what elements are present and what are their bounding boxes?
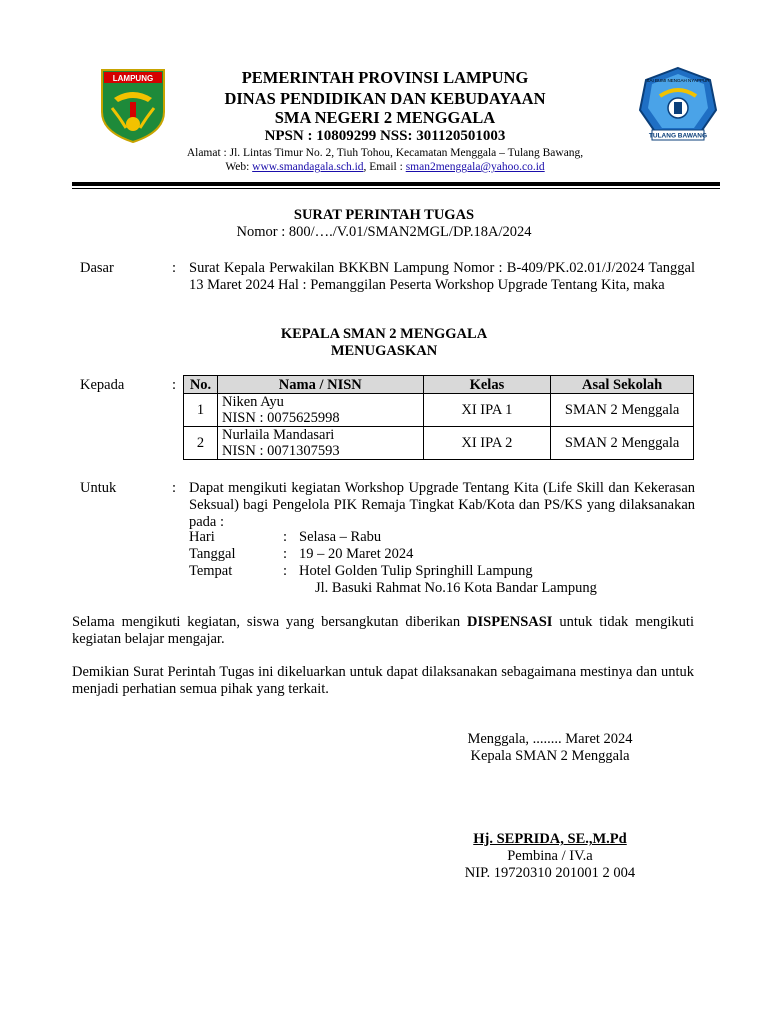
dasar-label: Dasar bbox=[80, 260, 114, 276]
letterhead-divider-thick bbox=[72, 182, 720, 186]
row-no: 2 bbox=[184, 427, 218, 460]
signature-position: Kepala SMAN 2 Menggala bbox=[470, 748, 630, 764]
lampung-province-logo bbox=[100, 68, 166, 144]
column-header-no: No. bbox=[184, 376, 218, 394]
signatory-name: Hj. SEPRIDA, SE.,M.Pd bbox=[473, 831, 627, 847]
kepala-heading: KEPALA SMAN 2 MENGGALA bbox=[280, 326, 488, 342]
letterhead-npsn: NPSN : 10809299 NSS: 301120501003 bbox=[264, 128, 506, 144]
signatory-rank: Pembina / IV.a bbox=[507, 848, 593, 864]
row-nisn: NISN : 0071307593 bbox=[221, 443, 340, 459]
row-nama-nisn bbox=[217, 427, 423, 460]
hari-colon: : bbox=[283, 529, 288, 545]
row-nama: Niken Ayu bbox=[221, 394, 284, 410]
tulang-bawang-logo bbox=[638, 66, 718, 144]
letterhead-divider-thin bbox=[72, 188, 720, 189]
row-no: 1 bbox=[184, 394, 218, 427]
kepada-colon: : bbox=[172, 377, 177, 393]
dispensation-keyword: DISPENSASI bbox=[467, 614, 553, 630]
untuk-colon: : bbox=[172, 480, 177, 496]
row-nama-nisn bbox=[217, 394, 423, 427]
menugaskan-heading: MENUGASKAN bbox=[330, 343, 438, 359]
row-nama: Nurlaila Mandasari bbox=[221, 427, 335, 443]
column-header-asal: Asal Sekolah bbox=[551, 376, 694, 394]
website-link[interactable]: www.smandagala.sch.id bbox=[252, 161, 364, 173]
signatory-nip: NIP. 19720310 201001 2 004 bbox=[464, 865, 636, 881]
web-label: Web: bbox=[225, 161, 253, 173]
email-label: , Email : bbox=[363, 161, 406, 173]
letterhead-school: SMA NEGERI 2 MENGGALA bbox=[274, 108, 496, 127]
tempat-label: Tempat bbox=[189, 563, 233, 579]
row-kelas: XI IPA 1 bbox=[423, 394, 551, 427]
row-asal: SMAN 2 Menggala bbox=[551, 427, 694, 460]
dasar-text: Surat Kepala Perwakilan BKKBN Lampung Nomor : B-409/PK.02.01/J/2024 Tanggal 13 Maret 2024 Hal : Pemanggilan Peserta Workshop Upgrade Tentang Kita, maka bbox=[189, 260, 695, 293]
table-header-row bbox=[184, 376, 694, 394]
letterhead-province: PEMERINTAH PROVINSI LAMPUNG bbox=[241, 68, 529, 87]
row-kelas: XI IPA 2 bbox=[423, 427, 551, 460]
tanggal-value: 19 – 20 Maret 2024 bbox=[299, 546, 414, 562]
dispensation-paragraph bbox=[72, 614, 694, 648]
column-header-kelas: Kelas bbox=[423, 376, 551, 394]
document-number: Nomor : 800/…./V.01/SMAN2MGL/DP.18A/2024 bbox=[236, 224, 532, 240]
tempat-colon: : bbox=[283, 563, 288, 579]
table-row bbox=[184, 394, 694, 427]
tanggal-label: Tanggal bbox=[189, 546, 236, 562]
letterhead-department: DINAS PENDIDIKAN DAN KEBUDAYAAN bbox=[224, 89, 546, 108]
row-asal: SMAN 2 Menggala bbox=[551, 394, 694, 427]
column-header-nama: Nama / NISN bbox=[217, 376, 423, 394]
participant-table bbox=[183, 375, 694, 460]
hari-label: Hari bbox=[189, 529, 215, 545]
letterhead-address: Alamat : Jl. Lintas Timur No. 2, Tiuh Tohou, Kecamatan Menggala – Tulang Bawang, bbox=[186, 147, 584, 159]
dispensation-text-before: Selama mengikuti kegiatan, siswa yang bersangkutan diberikan bbox=[72, 614, 468, 630]
document-title: SURAT PERINTAH TUGAS bbox=[293, 207, 475, 223]
row-nisn: NISN : 0075625998 bbox=[221, 410, 340, 426]
tulang-bawang-logo-top-text: SAI BUMI NENGAH NYAPPUR bbox=[646, 78, 710, 83]
tanggal-colon: : bbox=[283, 546, 288, 562]
dispensation-text-after: untuk tidak mengikuti kegiatan belajar mengajar. bbox=[72, 614, 694, 647]
tempat-value: Hotel Golden Tulip Springhill Lampung bbox=[299, 563, 533, 579]
table-row bbox=[184, 427, 694, 460]
dasar-colon: : bbox=[172, 260, 177, 276]
untuk-text: Dapat mengikuti kegiatan Workshop Upgrade Tentang Kita (Life Skill dan Kekerasan Seksual) bagi Pengelola PIK Remaja Tingkat Kab/Kota dan PS/KS yang dilaksanakan pada : bbox=[189, 480, 695, 530]
lampung-logo-text: LAMPUNG bbox=[112, 74, 154, 83]
closing-paragraph: Demikian Surat Perintah Tugas ini dikeluarkan untuk dapat dilaksanakan sebagaimana mestinya dan untuk menjadi perhatian semua pihak yang terkait. bbox=[72, 664, 694, 697]
signature-place-date: Menggala, ........ Maret 2024 bbox=[467, 731, 633, 747]
letterhead-contact bbox=[90, 160, 680, 174]
untuk-label: Untuk bbox=[80, 480, 117, 496]
kepada-label: Kepada bbox=[80, 377, 125, 393]
hari-value: Selasa – Rabu bbox=[299, 529, 382, 545]
tulang-bawang-logo-text: TULANG BAWANG bbox=[648, 132, 708, 140]
tempat-address: Jl. Basuki Rahmat No.16 Kota Bandar Lampung bbox=[315, 580, 597, 596]
email-link[interactable]: sman2menggala@yahoo.co.id bbox=[405, 161, 545, 173]
